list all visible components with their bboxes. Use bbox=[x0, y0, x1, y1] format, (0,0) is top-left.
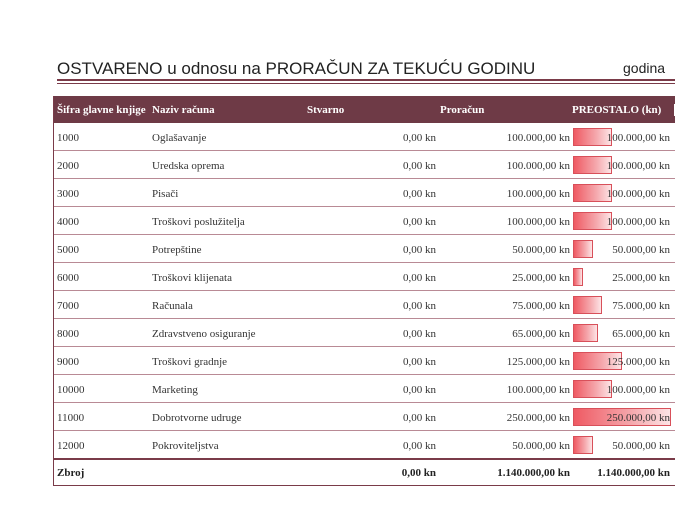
cell-name[interactable]: Računala bbox=[152, 300, 193, 312]
cell-code[interactable]: 4000 bbox=[57, 216, 79, 228]
cell-actual[interactable]: 0,00 kn bbox=[403, 132, 436, 144]
title-rule bbox=[57, 79, 675, 81]
cell-code[interactable]: 5000 bbox=[57, 244, 79, 256]
cell-remaining[interactable]: 100.000,00 kn bbox=[606, 188, 670, 200]
table-row[interactable] bbox=[54, 403, 675, 431]
cell-name[interactable]: Troškovi gradnje bbox=[152, 356, 228, 368]
cell-remaining[interactable]: 50.000,00 kn bbox=[612, 440, 670, 452]
cell-code[interactable]: 8000 bbox=[57, 328, 79, 340]
total-actual: 0,00 kn bbox=[401, 467, 436, 479]
table-row[interactable] bbox=[54, 123, 675, 151]
cell-name[interactable]: Oglašavanje bbox=[152, 132, 207, 144]
total-label: Zbroj bbox=[57, 467, 85, 479]
table-row[interactable] bbox=[54, 207, 675, 235]
cell-actual[interactable]: 0,00 kn bbox=[403, 440, 436, 452]
year-label[interactable]: godina bbox=[623, 60, 666, 76]
remaining-data-bar bbox=[573, 240, 593, 258]
cell-actual[interactable]: 0,00 kn bbox=[403, 412, 436, 424]
cell-name[interactable]: Dobrotvorne udruge bbox=[152, 412, 242, 424]
table-row[interactable] bbox=[54, 151, 675, 179]
table-header bbox=[54, 96, 675, 123]
cell-remaining[interactable]: 125.000,00 kn bbox=[606, 356, 670, 368]
report-title: OSTVARENO u odnosu na PRORAČUN ZA TEKUĆU GODINU bbox=[57, 59, 536, 78]
cell-remaining[interactable]: 65.000,00 kn bbox=[612, 328, 670, 340]
cell-remaining[interactable]: 250.000,00 kn bbox=[606, 412, 670, 424]
cell-code[interactable]: 10000 bbox=[57, 384, 85, 396]
cell-remaining[interactable]: 50.000,00 kn bbox=[612, 244, 670, 256]
table-row[interactable] bbox=[54, 235, 675, 263]
cell-budget[interactable]: 75.000,00 kn bbox=[512, 300, 570, 312]
cell-remaining[interactable]: 100.000,00 kn bbox=[606, 216, 670, 228]
cell-budget[interactable]: 250.000,00 kn bbox=[506, 412, 570, 424]
cell-name[interactable]: Marketing bbox=[152, 384, 198, 396]
cell-actual[interactable]: 0,00 kn bbox=[403, 160, 436, 172]
table-row[interactable] bbox=[54, 319, 675, 347]
cell-code[interactable]: 3000 bbox=[57, 188, 79, 200]
table-row[interactable] bbox=[54, 263, 675, 291]
table-row[interactable] bbox=[54, 291, 675, 319]
cell-remaining[interactable]: 75.000,00 kn bbox=[612, 300, 670, 312]
cell-name[interactable]: Pisači bbox=[152, 188, 179, 200]
cell-actual[interactable]: 0,00 kn bbox=[403, 272, 436, 284]
cell-remaining[interactable]: 100.000,00 kn bbox=[606, 384, 670, 396]
cell-budget[interactable]: 25.000,00 kn bbox=[512, 272, 570, 284]
cell-actual[interactable]: 0,00 kn bbox=[403, 384, 436, 396]
remaining-data-bar bbox=[573, 296, 602, 314]
table-row[interactable] bbox=[54, 431, 675, 459]
table-row[interactable] bbox=[54, 179, 675, 207]
total-remaining: 1.140.000,00 kn bbox=[597, 467, 670, 479]
cell-budget[interactable]: 100.000,00 kn bbox=[506, 188, 570, 200]
budget-table bbox=[53, 96, 675, 486]
cell-budget[interactable]: 100.000,00 kn bbox=[506, 216, 570, 228]
cell-name[interactable]: Potrepštine bbox=[152, 244, 202, 256]
cell-actual[interactable]: 0,00 kn bbox=[403, 188, 436, 200]
cell-code[interactable]: 9000 bbox=[57, 356, 79, 368]
remaining-data-bar bbox=[573, 436, 593, 454]
cell-actual[interactable]: 0,00 kn bbox=[403, 356, 436, 368]
cell-budget[interactable]: 125.000,00 kn bbox=[506, 356, 570, 368]
cell-code[interactable]: 6000 bbox=[57, 272, 79, 284]
cell-name[interactable]: Zdravstveno osiguranje bbox=[152, 328, 256, 340]
cell-name[interactable]: Troškovi poslužitelja bbox=[152, 216, 245, 228]
col-header-remaining[interactable]: PREOSTALO (kn) bbox=[572, 104, 662, 116]
cell-actual[interactable]: 0,00 kn bbox=[403, 216, 436, 228]
total-budget: 1.140.000,00 kn bbox=[497, 467, 570, 479]
cell-code[interactable]: 2000 bbox=[57, 160, 79, 172]
remaining-data-bar bbox=[573, 268, 583, 286]
cell-remaining[interactable]: 100.000,00 kn bbox=[606, 160, 670, 172]
col-header-budget[interactable]: Proračun bbox=[440, 104, 485, 116]
total-row bbox=[54, 460, 675, 486]
cell-actual[interactable]: 0,00 kn bbox=[403, 244, 436, 256]
col-header-name[interactable]: Naziv računa bbox=[152, 104, 215, 116]
cell-budget[interactable]: 50.000,00 kn bbox=[512, 244, 570, 256]
cell-budget[interactable]: 65.000,00 kn bbox=[512, 328, 570, 340]
cell-actual[interactable]: 0,00 kn bbox=[403, 300, 436, 312]
remaining-data-bar bbox=[573, 324, 598, 342]
cell-code[interactable]: 11000 bbox=[57, 412, 85, 424]
cell-budget[interactable]: 100.000,00 kn bbox=[506, 132, 570, 144]
cell-name[interactable]: Uredska oprema bbox=[152, 160, 225, 172]
col-header-actual[interactable]: Stvarno bbox=[307, 104, 345, 116]
cell-budget[interactable]: 100.000,00 kn bbox=[506, 160, 570, 172]
cell-actual[interactable]: 0,00 kn bbox=[403, 328, 436, 340]
cell-code[interactable]: 12000 bbox=[57, 440, 85, 452]
cell-budget[interactable]: 50.000,00 kn bbox=[512, 440, 570, 452]
title-rule-thin bbox=[57, 83, 675, 84]
cell-code[interactable]: 1000 bbox=[57, 132, 79, 144]
cell-name[interactable]: Pokroviteljstva bbox=[152, 440, 219, 452]
cell-remaining[interactable]: 25.000,00 kn bbox=[612, 272, 670, 284]
cell-remaining[interactable]: 100.000,00 kn bbox=[606, 132, 670, 144]
cell-code[interactable]: 7000 bbox=[57, 300, 79, 312]
table-row[interactable] bbox=[54, 375, 675, 403]
table-row[interactable] bbox=[54, 347, 675, 375]
cell-name[interactable]: Troškovi klijenata bbox=[152, 272, 232, 284]
col-header-code[interactable]: Šifra glavne knjige bbox=[57, 104, 146, 116]
cell-budget[interactable]: 100.000,00 kn bbox=[506, 384, 570, 396]
